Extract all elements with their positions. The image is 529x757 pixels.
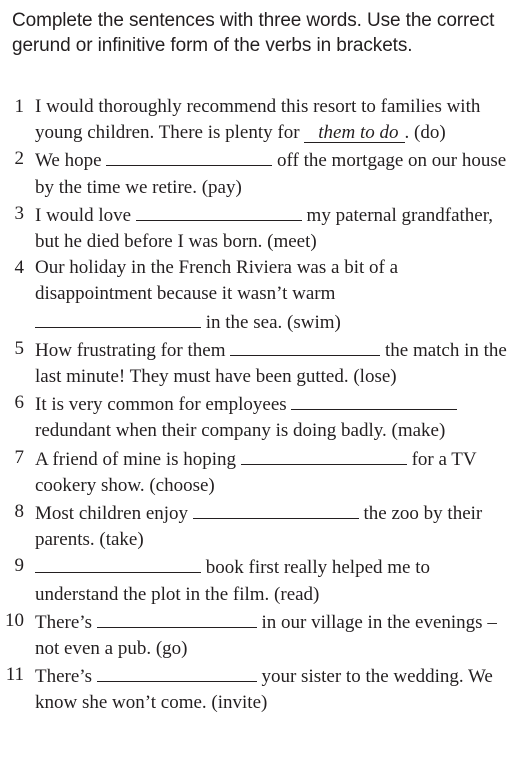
exercise-item-9 — [0, 553, 529, 607]
sentence-end: for a TV cookery show. (choose) — [35, 448, 477, 496]
answer-blank[interactable] — [230, 336, 380, 356]
answer-blank[interactable] — [97, 608, 257, 628]
example-answer: them to do — [304, 123, 404, 143]
exercise-item-11 — [0, 662, 529, 716]
sentence-start: We hope — [35, 150, 102, 172]
answer-blank[interactable] — [291, 390, 457, 410]
answer-blank[interactable] — [97, 662, 257, 682]
item-number: 9 — [14, 555, 24, 577]
item-number: 4 — [14, 257, 24, 279]
sentence-end: . (do) — [404, 122, 446, 144]
answer-blank[interactable] — [193, 499, 359, 519]
sentence-end: my paternal grandfather, but he died before I was born. (meet) — [35, 204, 494, 253]
answer-blank[interactable] — [136, 201, 302, 221]
sentence-end: in our village in the evenings – not even a pub. (go) — [35, 611, 497, 660]
exercise-item-6 — [0, 390, 529, 444]
exercise-item-10 — [0, 608, 529, 662]
sentence-start: How frustrating for them — [35, 339, 226, 361]
sentence-start: There’s — [35, 611, 92, 633]
sentence-start: It is very common for employees — [35, 394, 287, 416]
sentence-start: Most children enjoy — [35, 503, 189, 525]
sentence-end: book first really helped me to understand the plot in the film. (read) — [35, 557, 430, 605]
instructions: Complete the sentences with three words. Use the correct gerund or infinitive form of the verbs in brackets. — [12, 10, 495, 56]
sentence-start: I would love — [35, 204, 132, 226]
item-number: 11 — [5, 664, 24, 686]
item-number: 7 — [14, 446, 24, 468]
sentence-start: A friend of mine is hoping — [35, 448, 237, 470]
exercise-item-4 — [0, 255, 529, 336]
sentence-end: off the mortgage on our house by the time we retire. (pay) — [35, 150, 507, 198]
sentence-end: in the sea. (swim) — [205, 311, 341, 333]
answer-blank[interactable] — [35, 308, 201, 328]
exercise-list — [0, 94, 529, 717]
answer-blank[interactable] — [35, 553, 201, 573]
answer-blank[interactable] — [241, 445, 407, 465]
item-number: 3 — [14, 202, 24, 224]
exercise-item-3 — [0, 201, 529, 255]
exercise-item-7 — [0, 445, 529, 499]
exercise-item-1 — [0, 94, 529, 146]
item-number: 1 — [14, 96, 24, 117]
sentence-start: Our holiday in the French Riviera was a bit of a disappointment because it wasn’t warm — [35, 257, 399, 305]
item-number: 6 — [14, 392, 24, 414]
sentence-start: There’s — [35, 666, 92, 688]
sentence-start: I would thoroughly recommend this resort to families with young children. There is plenty for — [35, 96, 481, 144]
answer-blank[interactable] — [106, 146, 272, 166]
sentence-end: redundant when their company is doing badly. (make) — [35, 420, 446, 442]
item-number: 5 — [14, 337, 24, 359]
exercise-item-2 — [0, 146, 529, 200]
item-number: 10 — [5, 609, 24, 631]
item-number: 2 — [14, 148, 24, 170]
sentence-end: your sister to the wedding. We know she won’t come. (invite) — [35, 666, 493, 714]
exercise-item-8 — [0, 499, 529, 553]
item-number: 8 — [14, 501, 24, 523]
sentence-end: the match in the last minute! They must have been gutted. (lose) — [35, 339, 507, 388]
sentence-end: the zoo by their parents. (take) — [35, 503, 483, 551]
exercise-item-5 — [0, 336, 529, 390]
